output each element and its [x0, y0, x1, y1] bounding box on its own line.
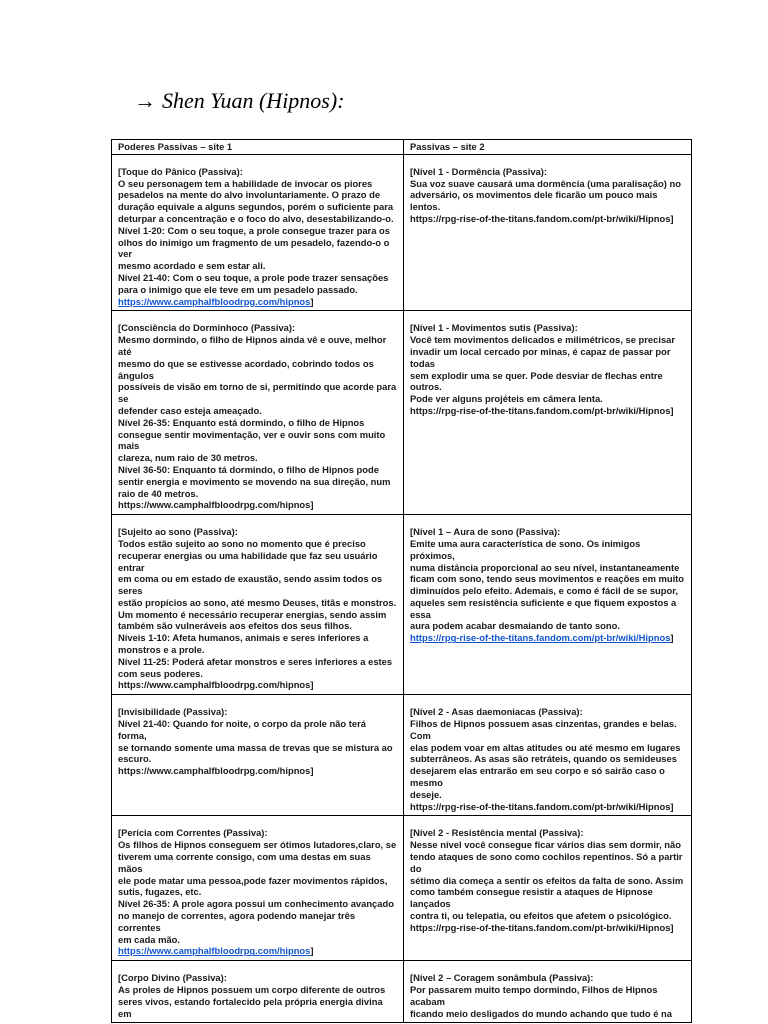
table-cell — [112, 311, 404, 515]
cell-line: monstros e a prole. — [118, 644, 205, 656]
cell-line: Os filhos de Hipnos conseguem ser ótimos lutadores,claro, se — [118, 839, 397, 851]
table-row — [112, 961, 692, 1023]
cell-line: consegue sentir movimentação, ver e ouvir sons com muito mais — [118, 428, 388, 452]
cell-line: clareza, num raio de 30 metros. — [118, 452, 258, 464]
table-cell — [112, 816, 404, 961]
cell-line: deturpar a concentração e o foco do alvo, desestabilizando-o. — [118, 212, 394, 224]
cell-line: Nível 26-35: A prole agora possui um conhecimento avançado — [118, 898, 394, 910]
cell-line: elas podem voar em altas atitudes ou até mesmo em lugares — [410, 741, 681, 753]
cell-line: [Nível 1 - Dormência (Passiva): — [410, 165, 548, 177]
table-cell — [112, 961, 404, 1023]
cell-line: [Nível 1 – Aura de sono (Passiva): — [410, 526, 561, 538]
cell-line: ele pode matar uma pessoa,pode fazer movimentos rápidos, — [118, 874, 388, 886]
table-cell — [112, 515, 404, 695]
cell-line: Um momento é necessário recuperar energias, sendo assim — [118, 608, 387, 620]
cell-line: com seus poderes. — [118, 667, 203, 679]
cell-line: [Nível 2 – Coragem sonâmbula (Passiva): — [410, 972, 594, 984]
source-link[interactable]: https://www.camphalfbloodrpg.com/hipnos — [118, 945, 311, 957]
cell-line: https://rpg-rise-of-the-titans.fandom.com/pt-br/wiki/Hipnos] — [410, 800, 674, 812]
powers-table — [111, 139, 692, 1023]
cell-link-line — [410, 632, 685, 644]
cell-line: para o inimigo que ele teve em um pesadelo passado. — [118, 283, 358, 295]
cell-line: Emite uma aura característica de sono. Os inimigos próximos, — [410, 537, 643, 561]
col1-header: Poderes Passivas – site 1 — [112, 140, 404, 155]
cell-line: recuperar energias ou uma habilidade que faz seu usuário entrar — [118, 549, 381, 573]
cell-line: Nível 36-50: Enquanto tá dormindo, o filho de Hipnos pode — [118, 463, 379, 475]
cell-link-line — [118, 296, 397, 308]
cell-line: Você tem movimentos delicados e milimétricos, se precisar — [410, 334, 676, 346]
table-cell — [404, 311, 692, 515]
cell-line: em cada mão. — [118, 933, 181, 945]
cell-line: ficando meio desligados do mundo achando que tudo é na — [410, 1007, 672, 1019]
cell-line: Nível 21-40: Com o seu toque, a prole pode trazer sensações — [118, 271, 389, 283]
cell-line: Mesmo dormindo, o filho de Hipnos ainda vê e ouve, melhor até — [118, 334, 389, 357]
table-cell — [112, 154, 404, 311]
cell-line: Nível 21-40: Quando for noite, o corpo da prole não terá forma, — [118, 718, 369, 741]
cell-line: defender caso esteja ameaçado. — [118, 404, 262, 416]
cell-line: deseje. — [410, 788, 442, 800]
cell-line: sutis, fugazes, etc. — [118, 886, 202, 898]
cell-line: Níveis 1-10: Afeta humanos, animais e seres inferiores a — [118, 632, 369, 644]
cell-line: https://www.camphalfbloodrpg.com/hipnos] — [118, 499, 314, 511]
link-suffix: ] — [310, 945, 314, 957]
cell-line: [Invisibilidade (Passiva): — [118, 706, 228, 718]
cell-line: adversário, os movimentos dele ficarão um pouco mais lentos. — [410, 189, 661, 213]
table-row — [112, 816, 692, 961]
cell-line: se tornando somente uma massa de trevas que se mistura ao — [118, 741, 393, 753]
arrow-icon: → — [134, 88, 156, 113]
heading-text: Shen Yuan (Hipnos): — [162, 88, 345, 113]
cell-line: https://rpg-rise-of-the-titans.fandom.com/pt-br/wiki/Hipnos] — [410, 212, 674, 224]
cell-line: diminuídos pelo efeito. Ademais, e como é fácil de se supor, — [410, 585, 678, 597]
cell-line: [Perícia com Correntes (Passiva): — [118, 827, 268, 839]
cell-line: mesmo acordado e sem estar ali. — [118, 260, 266, 272]
source-link[interactable]: https://rpg-rise-of-the-titans.fandom.com/pt-br/wiki/Hipnos — [410, 632, 671, 644]
cell-line: sétimo dia começa a sentir os efeitos da falta de sono. Assim — [410, 874, 684, 886]
cell-line: Por passarem muito tempo dormindo, Filhos de Hipnos acabam — [410, 984, 661, 1007]
cell-line: raio de 40 metros. — [118, 487, 199, 499]
cell-line: Pode ver alguns projéteis em câmera lenta. — [410, 393, 603, 405]
cell-line: [Consciência do Dorminhoco (Passiva): — [118, 322, 296, 334]
cell-line: https://www.camphalfbloodrpg.com/hipnos] — [118, 679, 314, 691]
cell-line: Filhos de Hipnos possuem asas cinzentas, grandes e belas. Com — [410, 718, 680, 741]
table-row — [112, 311, 692, 515]
cell-line: https://rpg-rise-of-the-titans.fandom.com/pt-br/wiki/Hipnos] — [410, 404, 674, 416]
cell-line: estão propícios ao sono, até mesmo Deuses, titãs e monstros. — [118, 596, 397, 608]
cell-line: Todos estão sujeito ao sono no momento que é preciso — [118, 537, 366, 549]
table-cell — [404, 695, 692, 816]
cell-line: subterrâneos. As asas são retráteis, quando os semideuses — [410, 753, 677, 765]
table-cell — [404, 154, 692, 311]
cell-line: [Nível 2 - Asas daemoniacas (Passiva): — [410, 706, 583, 718]
table-row — [112, 695, 692, 816]
cell-line: duração equivale a alguns segundos, porém o suficiente para — [118, 201, 394, 213]
cell-line: tiverem uma corrente consigo, com uma destas em suas mãos — [118, 851, 374, 874]
cell-line: no manejo de correntes, agora podendo manejar três correntes — [118, 910, 358, 933]
table-header-row — [112, 140, 692, 155]
cell-line: Sua voz suave causará uma dormência (uma paralisação) no — [410, 177, 681, 189]
cell-line: seres vivos, estando fortalecido pela própria energia divina em — [118, 995, 386, 1019]
cell-line: https://rpg-rise-of-the-titans.fandom.com/pt-br/wiki/Hipnos] — [410, 921, 674, 933]
cell-line: Nível 11-25: Poderá afetar monstros e seres inferiores a estes — [118, 655, 393, 667]
table-cell — [112, 695, 404, 816]
cell-line: [Nível 2 - Resistência mental (Passiva): — [410, 827, 584, 839]
cell-line: olhos do inimigo um fragmento de um pesadelo, fazendo-o o ver — [118, 236, 392, 260]
table-row — [112, 154, 692, 311]
cell-line: O seu personagem tem a habilidade de invocar os piores — [118, 177, 373, 189]
cell-line: Nível 26-35: Enquanto está dormindo, o filho de Hipnos — [118, 416, 365, 428]
cell-line: [Nível 1 - Movimentos sutis (Passiva): — [410, 322, 578, 334]
cell-line: [Corpo Divino (Passiva): — [118, 972, 227, 984]
cell-line: desejarem elas entrarão em seu corpo e só sairão caso o mesmo — [410, 765, 668, 789]
link-suffix: ] — [310, 295, 314, 307]
cell-line: aura podem acabar desmaiando de tanto sono. — [410, 620, 620, 632]
cell-line: ficam com sono, tendo seus movimentos e reações em muito — [410, 573, 685, 585]
cell-line: pesadelos na mente do alvo involuntariamente. O prazo de — [118, 189, 381, 201]
cell-line: contra ti, ou telepatia, ou efeitos que afetem o psicológico. — [410, 910, 672, 922]
cell-line: possíveis de visão em torno de si, permitindo que acorde para se — [118, 381, 399, 405]
cell-line: invadir um local cercado por minas, é capaz de passar por todas — [410, 345, 674, 369]
cell-line: também são vulneráveis aos efeitos dos seus filhos. — [118, 620, 352, 632]
cell-line: escuro. — [118, 753, 152, 765]
cell-link-line — [118, 945, 397, 957]
source-link[interactable]: https://www.camphalfbloodrpg.com/hipnos — [118, 295, 311, 307]
col2-header: Passivas – site 2 — [404, 140, 692, 155]
table-cell — [404, 816, 692, 961]
table-row — [112, 515, 692, 695]
cell-line: [Sujeito ao sono (Passiva): — [118, 526, 238, 538]
link-suffix: ] — [670, 632, 674, 644]
cell-line: https://www.camphalfbloodrpg.com/hipnos] — [118, 765, 314, 777]
cell-line: tendo ataques de sono como cochilos repentinos. Só a partir do — [410, 851, 686, 874]
cell-line: sem explodir uma se quer. Pode desviar de flechas entre outros. — [410, 369, 666, 393]
cell-line: As proles de Hipnos possuem um corpo diferente de outros — [118, 984, 386, 995]
cell-line: [Toque do Pânico (Passiva): — [118, 165, 243, 177]
cell-line: Nesse nível você consegue ficar vários dias sem dormir, não — [410, 839, 681, 851]
cell-line: sentir energia e movimento se movendo na sua direção, num — [118, 475, 391, 487]
table-cell — [404, 515, 692, 695]
cell-line: aqueles sem resistência suficiente e que fiquem expostos a essa — [410, 596, 679, 620]
page-heading — [134, 88, 345, 114]
cell-line: em coma ou em estado de exaustão, sendo assim todos os seres — [118, 573, 385, 597]
cell-line: Nível 1-20: Com o seu toque, a prole consegue trazer para os — [118, 224, 390, 236]
table-cell — [404, 961, 692, 1023]
cell-line: numa distância proporcional ao seu nível, instantaneamente — [410, 561, 680, 573]
cell-line: mesmo do que se estivesse acordado, cobrindo todos os ângulos — [118, 357, 377, 381]
cell-line: como também consegue resistir a ataques de Hipnose lançados — [410, 886, 656, 910]
